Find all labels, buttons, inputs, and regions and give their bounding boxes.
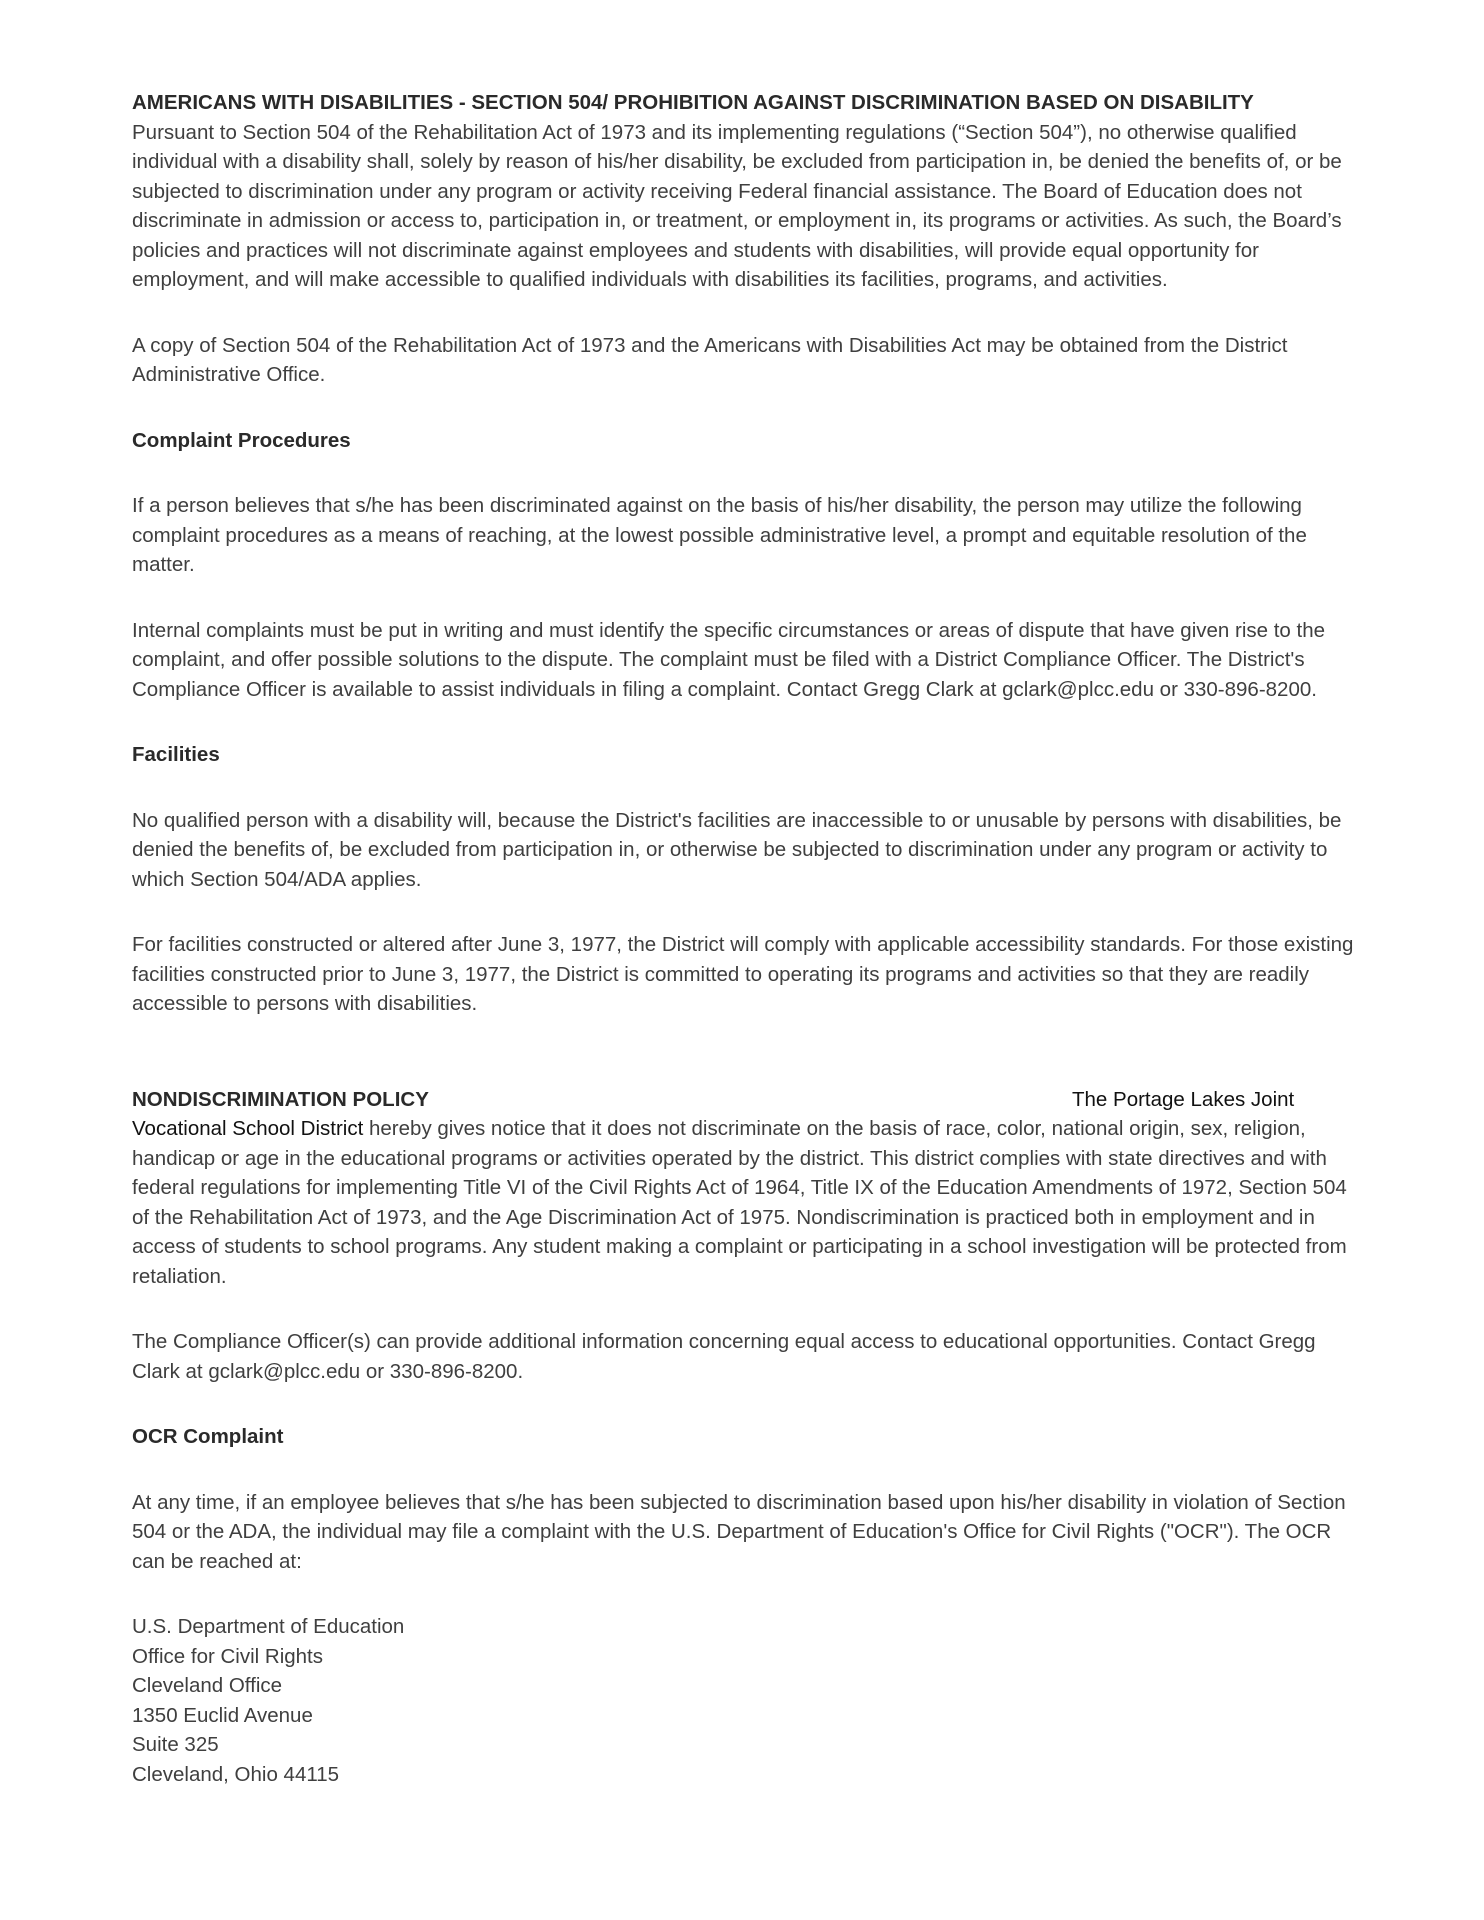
district-name-part-2: Vocational School District <box>132 1117 364 1140</box>
ocr-paragraph-1: At any time, if an employee believes that s/he has been subjected to discrimination based upon his/her disability in violation of Section 504 or the ADA, the individual may file a complaint with the U.S. Department of Education's Office for Civil Rights ("OCR"). The OCR can be reached at: <box>132 1490 1346 1573</box>
nondiscrimination-heading-line <box>132 1085 1354 1115</box>
district-name-part-1: The Portage Lakes Joint <box>1072 1087 1295 1111</box>
ada-paragraph-2: A copy of Section 504 of the Rehabilitation Act of 1973 and the Americans with Disabilities Act may be obtained from the District Administrative Office. <box>132 333 1288 386</box>
complaint-procedures-heading: Complaint Procedures <box>132 428 351 452</box>
facilities-paragraph-2: For facilities constructed or altered after June 3, 1977, the District will comply with applicable accessibility standards. For those existing facilities constructed prior to June 3, 1977, the District is committed to operating its programs and activities so that they are readily accessible to persons with disabilities. <box>132 933 1354 1015</box>
address-line: U.S. Department of Education <box>132 1615 405 1638</box>
ada-title: AMERICANS WITH DISABILITIES - SECTION 504/ PROHIBITION AGAINST DISCRIMINATION BASED ON DISABILITY <box>132 91 1254 114</box>
facilities-heading: Facilities <box>132 743 220 766</box>
document-page <box>132 88 1354 1789</box>
ocr-address <box>132 1612 1354 1789</box>
nondiscrimination-paragraph-2: The Compliance Officer(s) can provide additional information concerning equal access to educational opportunities. Contact Gregg Clark at gclark@plcc.edu or 330-896-8200. <box>132 1330 1316 1383</box>
address-line: Office for Civil Rights <box>132 1644 324 1668</box>
address-line: Cleveland, Ohio 44115 <box>132 1762 340 1786</box>
nondiscrimination-heading: NONDISCRIMINATION POLICY <box>132 1087 429 1111</box>
facilities-paragraph-1: No qualified person with a disability will, because the District's facilities are inaccessible to or unusable by persons with disabilities, be denied the benefits of, be excluded from participation in, or otherwise be subjected to discrimination under any program or activity to which Section 504/ADA applies. <box>132 808 1342 891</box>
ada-paragraph-1: Pursuant to Section 504 of the Rehabilitation Act of 1973 and its implementing regulations (“Section 504”), no otherwise qualified individual with a disability shall, solely by reason of his/her disability, be excluded from participation in, be denied the benefits of, or be subjected to discrimination under any program or activity receiving Federal financial assistance. The Board of Education does not discriminate in admission or access to, participation in, or treatment, or employment in, its programs or activities. As such, the Board’s policies and practices will not discriminate against employees and students with disabilities, will provide equal opportunity for employment, and will make accessible to qualified individuals with disabilities its facilities, programs, and activities. <box>132 120 1342 291</box>
nondiscrimination-paragraph-1-text: hereby gives notice that it does not discriminate on the basis of race, color, national origin, sex, religion, handicap or age in the educational programs or activities operated by the district. This district complies with state directives and with federal regulations for implementing Title VI of the Civil Rights Act of 1964, Title IX of the Education Amendments of 1972, Section 504 of the Rehabilitation Act of 1973, and the Age Discrimination Act of 1975. Nondiscrimination is practiced both in employment and in access of students to school programs. Any student making a complaint or participating in a school investigation will be protected from retaliation. <box>132 1117 1347 1288</box>
address-line: 1350 Euclid Avenue <box>132 1703 313 1727</box>
nondiscrimination-paragraph-1 <box>132 1114 1354 1291</box>
ocr-complaint-heading: OCR Complaint <box>132 1425 284 1448</box>
complaint-paragraph-2: Internal complaints must be put in writing and must identify the specific circumstances or areas of dispute that have given rise to the complaint, and offer possible solutions to the dispute. The complaint must be filed with a District Compliance Officer. The District's Compliance Officer is available to assist individuals in filing a complaint. Contact Gregg Clark at gclark@plcc.edu or 330-896-8200. <box>132 618 1326 701</box>
address-line: Suite 325 <box>132 1733 219 1756</box>
address-line: Cleveland Office <box>132 1674 283 1697</box>
complaint-paragraph-1: If a person believes that s/he has been discriminated against on the basis of his/her disability, the person may utilize the following complaint procedures as a means of reaching, at the lowest possible administrative level, a prompt and equitable resolution of the matter. <box>132 494 1307 576</box>
